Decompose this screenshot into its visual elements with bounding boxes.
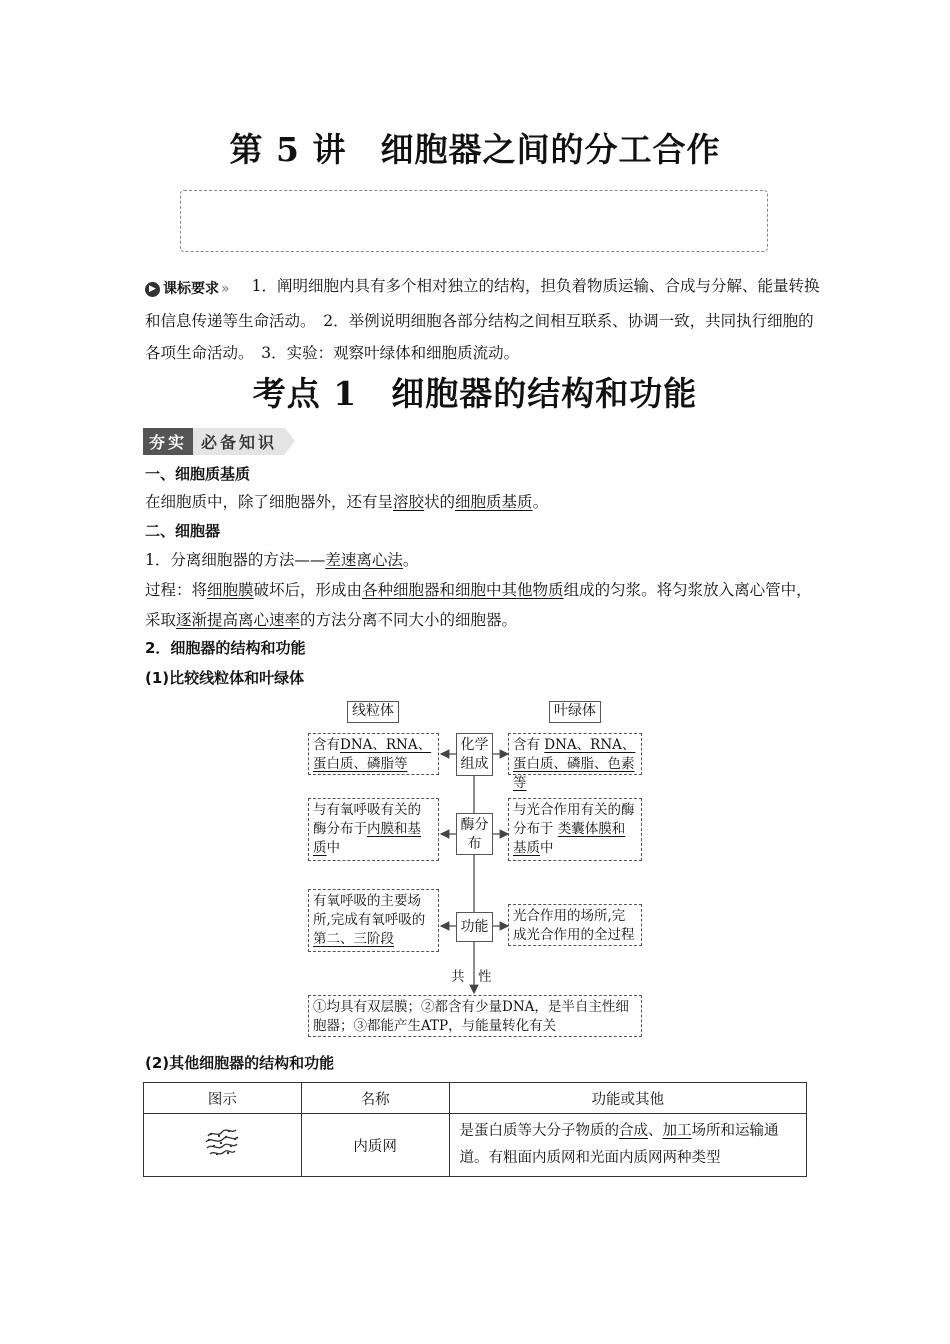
er-function-cell: 是蛋白质等大分子物质的合成、加工场所和运输通道。有粗面内质网和光面内质网两种类型	[449, 1114, 806, 1177]
structure-function-heading: 2．细胞器的结构和功能	[145, 639, 306, 657]
center-enzyme-distribution: 酶分布	[456, 813, 493, 855]
header-diagram: 图示	[144, 1083, 302, 1114]
section2-heading: 二、细胞器	[145, 522, 221, 540]
center-chemical-composition: 化学组成	[456, 733, 493, 776]
mito-enzyme-box: 与有氧呼吸有关的酶分布于内膜和基质中	[308, 798, 439, 861]
chloro-composition-box: 含有 DNA、RNA、蛋白质、磷脂、色素等	[508, 733, 642, 775]
banner-right-label: 必备知识	[193, 428, 285, 455]
topic-title: 考点 1 细胞器的结构和功能	[252, 374, 698, 413]
chloroplast-title: 叶绿体	[549, 701, 601, 723]
endoplasmic-reticulum-icon	[202, 1124, 242, 1162]
mito-function-box: 有氧呼吸的主要场所,完成有氧呼吸的第二、三阶段	[308, 889, 439, 952]
separation-method: 1．分离细胞器的方法——差速离心法。	[145, 551, 419, 569]
double-chevron-icon: »	[221, 281, 230, 297]
section1-heading: 一、细胞质基质	[145, 465, 251, 483]
standards-badge	[145, 273, 230, 305]
common-features-box: ①均具有双层膜；②都含有少量DNA，是半自主性细胞器；③都能产生ATP，与能量转化有关	[308, 995, 642, 1037]
mito-composition-box: 含有DNA、RNA、蛋白质、磷脂等	[308, 733, 439, 775]
standard-item-3: 3．实验：观察叶绿体和细胞质流动。	[261, 344, 520, 362]
chloro-function-box: 光合作用的场所,完成光合作用的全过程	[508, 904, 642, 946]
er-image-cell	[144, 1114, 302, 1177]
common-label: 共 性	[451, 969, 492, 985]
banner-left-label: 夯实	[143, 428, 193, 455]
section-banner	[143, 428, 295, 454]
lecture-title: 第 5 讲 细胞器之间的分工合作	[229, 130, 721, 169]
compare-heading: (1)比较线粒体和叶绿体	[145, 669, 305, 687]
other-organelles-heading: (2)其他细胞器的结构和功能	[145, 1054, 335, 1072]
section1-text: 在细胞质中，除了细胞器外，还有呈溶胶状的细胞质基质。	[145, 493, 549, 511]
standard-item-1: 1．阐明细胞内具有多个相对独立的结构，担负着物质运输、合成与分解、能量转换和信息传递等生命活动。	[145, 277, 820, 330]
curriculum-standards	[145, 270, 825, 369]
standards-badge-label: 课标要求	[163, 281, 219, 297]
header-function: 功能或其他	[449, 1083, 806, 1114]
standard-item-2: 2．举例说明细胞各部分结构之间相互联系、协调一致，共同执行细胞的各项生命活动。	[145, 312, 814, 362]
center-function: 功能	[456, 912, 493, 942]
chloro-enzyme-box: 与光合作用有关的酶分布于 类囊体膜和基质中	[508, 798, 642, 861]
play-icon: ▶	[145, 282, 160, 297]
mitochondria-title: 线粒体	[347, 701, 399, 723]
er-name-cell: 内质网	[301, 1114, 449, 1177]
header-name: 名称	[301, 1083, 449, 1114]
notes-box	[180, 190, 768, 252]
banner-arrow	[285, 428, 295, 454]
separation-process: 过程：将细胞膜破坏后，形成由各种细胞器和细胞中其他物质组成的匀浆。将匀浆放入离心管中，采取逐渐提高离心速率的方法分离不同大小的细胞器。	[145, 581, 812, 629]
table-header-row	[144, 1083, 807, 1114]
organelle-table	[143, 1082, 807, 1177]
table-row	[144, 1114, 807, 1177]
